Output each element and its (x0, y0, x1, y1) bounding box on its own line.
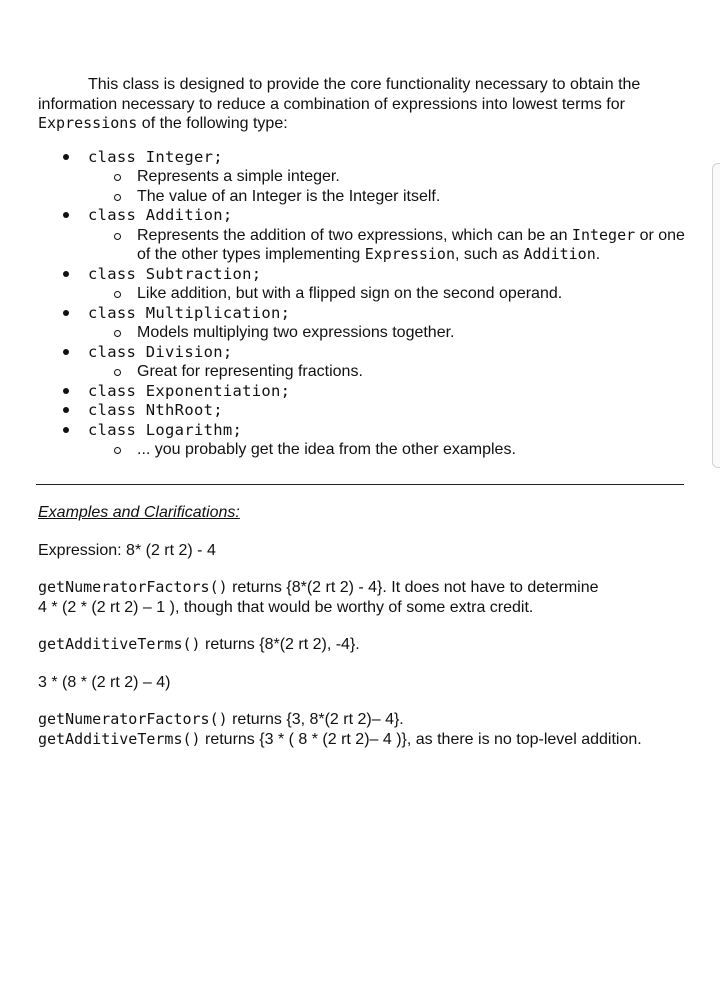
bullet-icon (63, 212, 69, 218)
example-numerator-factors-note: 4 * (2 * (2 rt 2) – 1 ), though that would be worthy of some extra credit. (38, 598, 534, 616)
sub-list-item: Represents the addition of two expressions, which can be an Integer or one of the other types implementing Expression, such as Addition. (38, 226, 686, 265)
list-item (38, 148, 686, 207)
list-item (38, 421, 686, 460)
circle-bullet-icon (114, 330, 121, 337)
circle-bullet-icon (114, 369, 121, 376)
sub-list-item: ... you probably get the idea from the other examples. (38, 440, 686, 460)
circle-bullet-icon (114, 447, 121, 454)
sub-list-item: Like addition, but with a flipped sign on the second operand. (38, 284, 686, 304)
example-numerator-factors: getNumeratorFactors() returns {8*(2 rt 2) - 4}. It does not have to determine (38, 578, 599, 596)
bullet-icon (63, 349, 69, 355)
list-item (38, 265, 686, 304)
expressions-code: Expressions (38, 114, 138, 132)
sub-list (88, 440, 686, 460)
bullet-icon (63, 310, 69, 316)
class-declaration: class NthRoot; (88, 401, 223, 419)
sub-list-item: Great for representing fractions. (38, 362, 686, 382)
sub-list-item: Represents a simple integer. (38, 167, 686, 187)
example-additive-terms: getAdditiveTerms() returns {8*(2 rt 2), -4}. (38, 635, 360, 653)
intro-paragraph: This class is designed to provide the core functionality necessary to obtain the information necessary to reduce a combination of expressions into lowest terms for Expressions of the following type: (38, 76, 641, 132)
sub-list-item: Models multiplying two expressions together. (38, 323, 686, 343)
example-additive-terms-2: getAdditiveTerms() returns {3 * ( 8 * (2 rt 2)– 4 )}, as there is no top-level addition. (38, 729, 642, 748)
side-panel-handle[interactable] (712, 163, 720, 468)
class-declaration: class Multiplication; (88, 303, 291, 322)
bullet-icon (63, 154, 69, 160)
list-item (38, 343, 686, 382)
sub-list (88, 284, 686, 304)
sub-list (88, 362, 686, 382)
expression-line-2: 3 * (8 * (2 rt 2) – 4) (38, 673, 171, 691)
class-declaration: class Subtraction; (88, 264, 262, 283)
bullet-icon (63, 271, 69, 277)
list-item (38, 206, 686, 265)
circle-bullet-icon (114, 233, 121, 240)
list-item (38, 304, 686, 343)
circle-bullet-icon (114, 194, 121, 201)
class-list (38, 148, 686, 460)
sub-list (88, 226, 686, 265)
example-numerator-factors-2: getNumeratorFactors() returns {3, 8*(2 rt 2)– 4}. (38, 710, 404, 728)
class-declaration: class Integer; (88, 147, 223, 166)
class-declaration: class Addition; (88, 206, 233, 224)
sub-list-item: The value of an Integer is the Integer itself. (38, 187, 686, 207)
circle-bullet-icon (114, 291, 121, 298)
class-declaration: class Exponentiation; (88, 381, 291, 400)
list-item (38, 382, 686, 402)
circle-bullet-icon (114, 174, 121, 181)
bullet-icon (63, 407, 69, 413)
bullet-icon (63, 388, 69, 394)
bullet-icon (63, 427, 69, 433)
examples-heading: Examples and Clarifications: (38, 504, 240, 521)
class-declaration: class Logarithm; (88, 420, 243, 439)
class-declaration: class Division; (88, 342, 233, 361)
horizontal-divider (36, 484, 684, 485)
sub-list (88, 323, 686, 343)
expression-line: Expression: 8* (2 rt 2) - 4 (38, 541, 216, 559)
examples-section (38, 503, 686, 749)
sub-list (88, 167, 686, 206)
document-body (38, 75, 686, 460)
list-item (38, 401, 686, 421)
